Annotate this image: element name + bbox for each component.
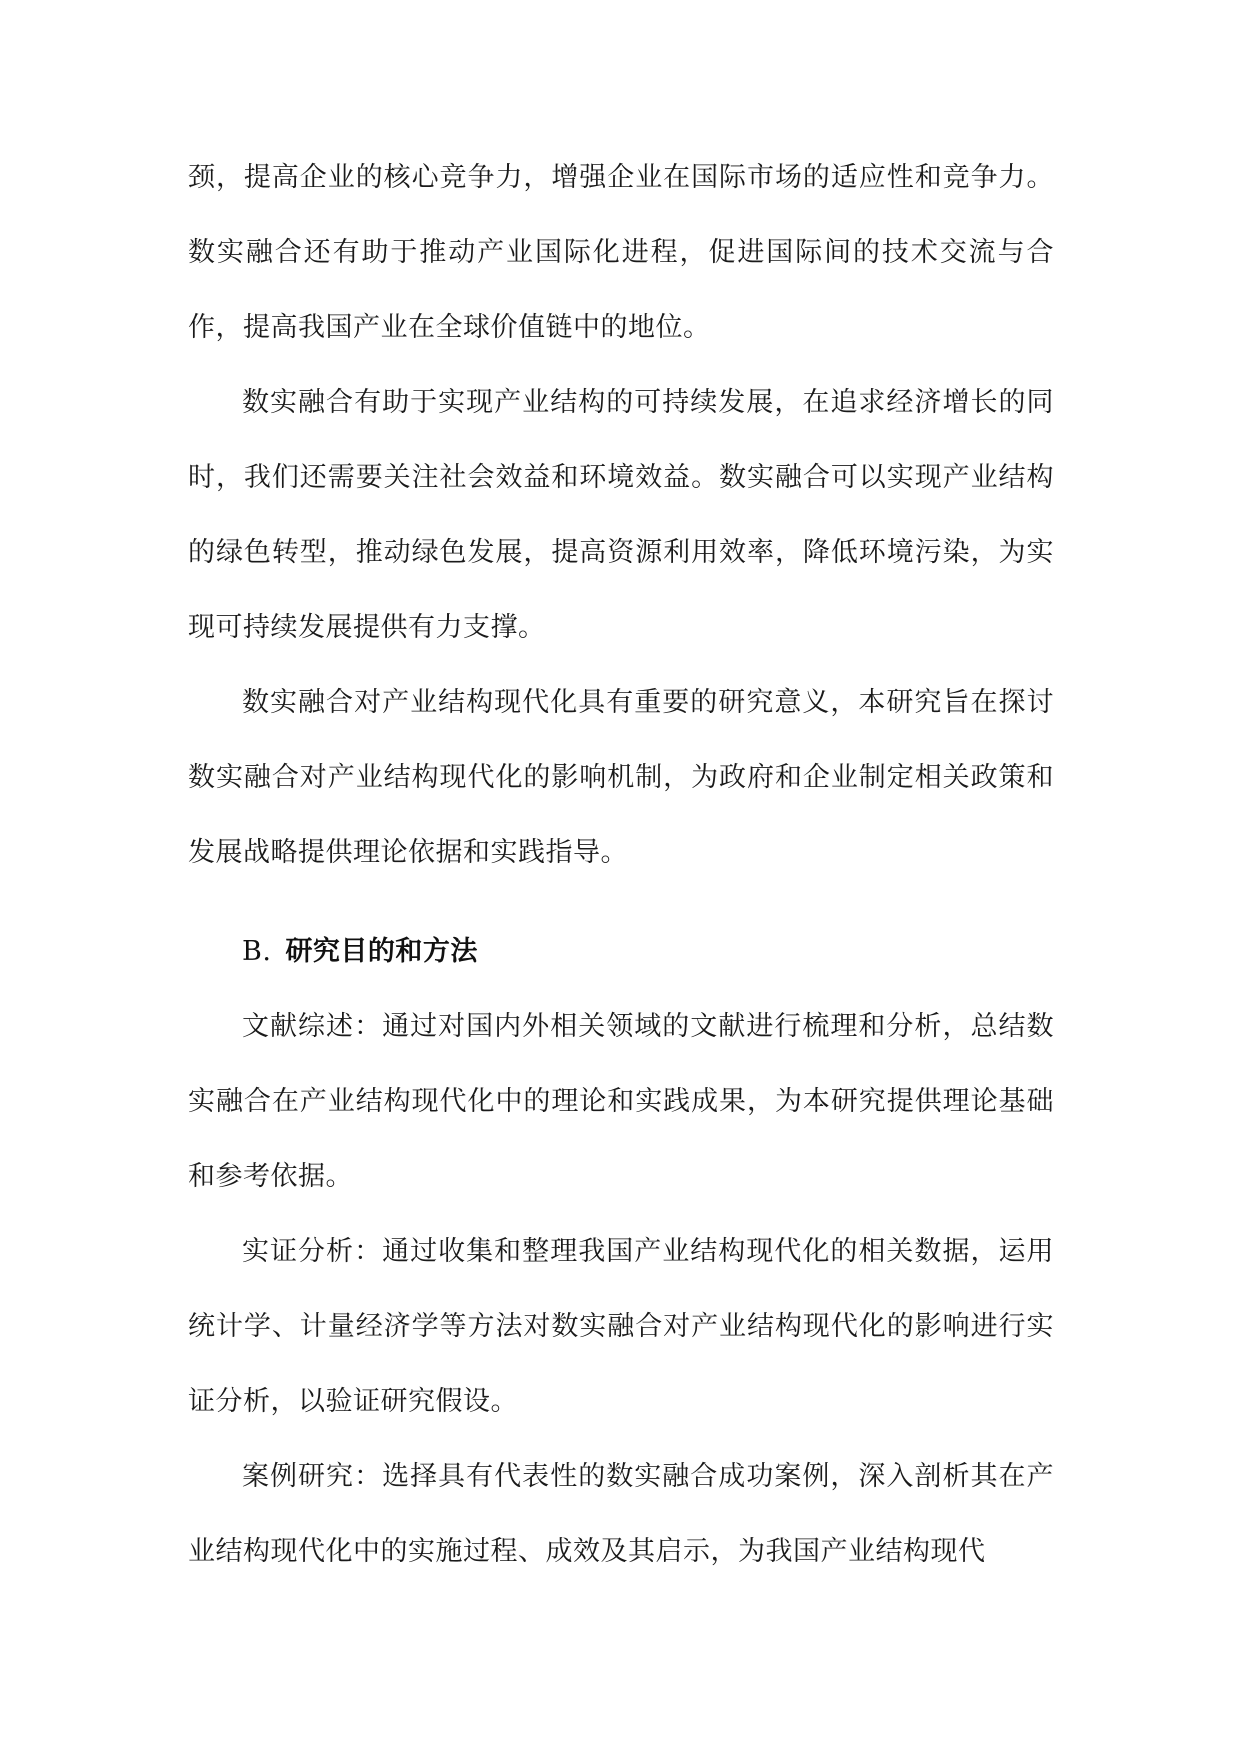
paragraph-research-significance: 数实融合对产业结构现代化具有重要的研究意义，本研究旨在探讨数实融合对产业结构现代化的影响机制，为政府和企业制定相关政策和发展战略提供理论依据和实践指导。 xyxy=(188,687,1054,868)
document-body xyxy=(188,140,1054,1589)
section-heading-b xyxy=(188,914,1054,989)
paragraph-case-study: 案例研究：选择具有代表性的数实融合成功案例，深入剖析其在产业结构现代化中的实施过程、成效及其启示，为我国产业结构现代 xyxy=(188,1461,1054,1567)
paragraph-continuation: 颈，提高企业的核心竞争力，增强企业在国际市场的适应性和竞争力。数实融合还有助于推动产业国际化进程，促进国际间的技术交流与合作，提高我国产业在全球价值链中的地位。 xyxy=(188,162,1054,343)
paragraph-literature-review: 文献综述：通过对国内外相关领域的文献进行梳理和分析，总结数实融合在产业结构现代化中的理论和实践成果，为本研究提供理论基础和参考依据。 xyxy=(188,1011,1054,1192)
paragraph-empirical-analysis: 实证分析：通过收集和整理我国产业结构现代化的相关数据，运用统计学、计量经济学等方法对数实融合对产业结构现代化的影响进行实证分析，以验证研究假设。 xyxy=(188,1236,1054,1417)
section-number: B. xyxy=(242,936,272,967)
section-title: 研究目的和方法 xyxy=(285,936,478,967)
paragraph-sustainability: 数实融合有助于实现产业结构的可持续发展，在追求经济增长的同时，我们还需要关注社会效益和环境效益。数实融合可以实现产业结构的绿色转型，推动绿色发展，提高资源利用效率，降低环境污染，为实现可持续发展提供有力支撑。 xyxy=(188,387,1054,643)
